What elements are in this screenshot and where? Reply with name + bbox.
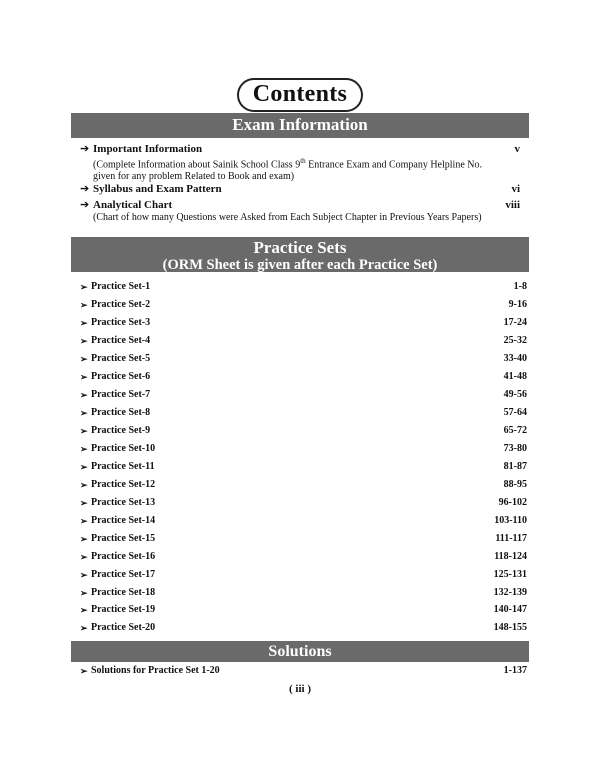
practice-set-label: Practice Set-7 bbox=[91, 389, 151, 400]
practice-set-label: Practice Set-8 bbox=[91, 407, 151, 418]
practice-set-row[interactable] bbox=[80, 621, 527, 635]
practice-set-row[interactable] bbox=[80, 424, 527, 438]
info-desc-text: given for any problem Related to Book and exam) bbox=[93, 171, 295, 183]
practice-set-label: Practice Set-12 bbox=[91, 479, 156, 490]
arrow-right-icon: ➔ bbox=[80, 183, 90, 195]
solutions-header bbox=[71, 641, 529, 662]
practice-set-label: Practice Set-14 bbox=[91, 515, 156, 526]
practice-set-row[interactable] bbox=[80, 496, 527, 510]
practice-set-pages: 1-8 bbox=[513, 281, 527, 292]
practice-set-row[interactable] bbox=[80, 406, 527, 420]
page-number: ( iii ) bbox=[289, 683, 311, 695]
arrow-right-icon: ➢ bbox=[80, 588, 88, 598]
arrow-right-icon: ➔ bbox=[80, 199, 90, 211]
info-item-page: v bbox=[514, 143, 520, 155]
practice-sets-header-title: Practice Sets bbox=[253, 238, 347, 257]
practice-set-pages: 140-147 bbox=[493, 604, 527, 615]
practice-set-pages: 88-95 bbox=[503, 479, 527, 490]
practice-set-pages: 49-56 bbox=[503, 389, 527, 400]
info-item-desc: (Chart of how many Questions were Asked from Each Subject Chapter in Previous Years Papers) bbox=[93, 212, 482, 223]
practice-set-label: Practice Set-2 bbox=[91, 299, 151, 310]
practice-set-label: Practice Set-5 bbox=[91, 353, 151, 364]
practice-set-row[interactable] bbox=[80, 568, 527, 582]
solutions-pages: 1-137 bbox=[503, 665, 527, 676]
practice-set-pages: 25-32 bbox=[503, 335, 527, 346]
practice-set-pages: 118-124 bbox=[494, 551, 527, 562]
practice-set-label: Practice Set-16 bbox=[91, 551, 156, 562]
practice-set-pages: 17-24 bbox=[503, 317, 527, 328]
practice-set-label: Practice Set-3 bbox=[91, 317, 151, 328]
practice-set-row[interactable] bbox=[80, 514, 527, 528]
arrow-right-icon: ➔ bbox=[80, 143, 90, 155]
practice-set-label: Practice Set-4 bbox=[91, 335, 151, 346]
practice-set-label: Practice Set-6 bbox=[91, 371, 151, 382]
practice-set-row[interactable] bbox=[80, 532, 527, 546]
info-item-heading: Syllabus and Exam Pattern bbox=[93, 183, 222, 195]
practice-set-pages: 33-40 bbox=[503, 353, 527, 364]
solutions-header-label: Solutions bbox=[268, 643, 332, 660]
practice-set-row[interactable] bbox=[80, 586, 527, 600]
practice-set-pages: 125-131 bbox=[493, 569, 527, 580]
practice-set-pages: 148-155 bbox=[493, 622, 527, 633]
practice-set-pages: 81-87 bbox=[503, 461, 527, 472]
practice-set-pages: 41-48 bbox=[503, 371, 527, 382]
practice-set-row[interactable] bbox=[80, 370, 527, 384]
arrow-right-icon: ➢ bbox=[80, 666, 88, 676]
arrow-right-icon: ➢ bbox=[80, 318, 88, 328]
practice-set-row[interactable] bbox=[80, 603, 527, 617]
practice-set-row[interactable] bbox=[80, 352, 527, 366]
info-desc-text: Entrance Exam and Company Helpline No. bbox=[305, 159, 482, 171]
practice-set-label: Practice Set-20 bbox=[91, 622, 156, 633]
arrow-right-icon: ➢ bbox=[80, 300, 88, 310]
practice-set-pages: 73-80 bbox=[503, 443, 527, 454]
info-item-page: viii bbox=[505, 199, 520, 211]
arrow-right-icon: ➢ bbox=[80, 623, 88, 633]
practice-set-pages: 9-16 bbox=[508, 299, 527, 310]
practice-set-row[interactable] bbox=[80, 388, 527, 402]
practice-set-row[interactable] bbox=[80, 478, 527, 492]
practice-set-pages: 57-64 bbox=[503, 407, 527, 418]
exam-info-header-label: Exam Information bbox=[232, 115, 368, 134]
page-title: Contents bbox=[237, 78, 363, 112]
practice-set-pages: 65-72 bbox=[503, 425, 527, 436]
practice-set-row[interactable] bbox=[80, 460, 527, 474]
title-area bbox=[0, 78, 600, 112]
practice-sets-header bbox=[71, 237, 529, 272]
practice-set-label: Practice Set-15 bbox=[91, 533, 156, 544]
practice-set-label: Practice Set-10 bbox=[91, 443, 156, 454]
practice-set-row[interactable] bbox=[80, 550, 527, 564]
info-item-syllabus[interactable] bbox=[80, 183, 528, 195]
practice-set-row[interactable] bbox=[80, 316, 527, 330]
arrow-right-icon: ➢ bbox=[80, 282, 88, 292]
info-item-heading: Important Information bbox=[93, 143, 203, 155]
arrow-right-icon: ➢ bbox=[80, 516, 88, 526]
info-desc-text: (Complete Information about Sainik School Class 9 bbox=[93, 159, 301, 171]
practice-set-label: Practice Set-1 bbox=[91, 281, 151, 292]
practice-set-row[interactable] bbox=[80, 442, 527, 456]
practice-set-pages: 96-102 bbox=[498, 497, 527, 508]
practice-sets-header-subtitle: (ORM Sheet is given after each Practice Set) bbox=[162, 257, 438, 273]
arrow-right-icon: ➢ bbox=[80, 570, 88, 580]
practice-set-label: Practice Set-13 bbox=[91, 497, 156, 508]
arrow-right-icon: ➢ bbox=[80, 372, 88, 382]
arrow-right-icon: ➢ bbox=[80, 426, 88, 436]
practice-set-pages: 132-139 bbox=[493, 587, 527, 598]
practice-set-pages: 103-110 bbox=[494, 515, 527, 526]
arrow-right-icon: ➢ bbox=[80, 498, 88, 508]
practice-set-label: Practice Set-18 bbox=[91, 587, 156, 598]
practice-set-pages: 111-117 bbox=[495, 533, 527, 544]
practice-set-label: Practice Set-9 bbox=[91, 425, 151, 436]
arrow-right-icon: ➢ bbox=[80, 462, 88, 472]
practice-set-row[interactable] bbox=[80, 280, 527, 294]
arrow-right-icon: ➢ bbox=[80, 354, 88, 364]
info-item-desc bbox=[93, 155, 493, 183]
arrow-right-icon: ➢ bbox=[80, 534, 88, 544]
arrow-right-icon: ➢ bbox=[80, 444, 88, 454]
exam-info-header bbox=[71, 113, 529, 138]
arrow-right-icon: ➢ bbox=[80, 480, 88, 490]
practice-set-row[interactable] bbox=[80, 298, 527, 312]
arrow-right-icon: ➢ bbox=[80, 408, 88, 418]
info-desc-sup: th bbox=[300, 157, 306, 165]
info-item-important[interactable] bbox=[80, 143, 528, 183]
practice-set-label: Practice Set-11 bbox=[91, 461, 155, 472]
practice-set-label: Practice Set-17 bbox=[91, 569, 156, 580]
info-item-page: vi bbox=[511, 183, 520, 195]
arrow-right-icon: ➢ bbox=[80, 336, 88, 346]
arrow-right-icon: ➢ bbox=[80, 390, 88, 400]
info-item-heading: Analytical Chart bbox=[93, 199, 173, 211]
solutions-label: Solutions for Practice Set 1-20 bbox=[91, 665, 220, 676]
practice-set-row[interactable] bbox=[80, 334, 527, 348]
arrow-right-icon: ➢ bbox=[80, 605, 88, 615]
practice-set-label: Practice Set-19 bbox=[91, 604, 156, 615]
info-item-analytical[interactable] bbox=[80, 199, 528, 223]
solutions-row[interactable] bbox=[80, 664, 527, 678]
arrow-right-icon: ➢ bbox=[80, 552, 88, 562]
